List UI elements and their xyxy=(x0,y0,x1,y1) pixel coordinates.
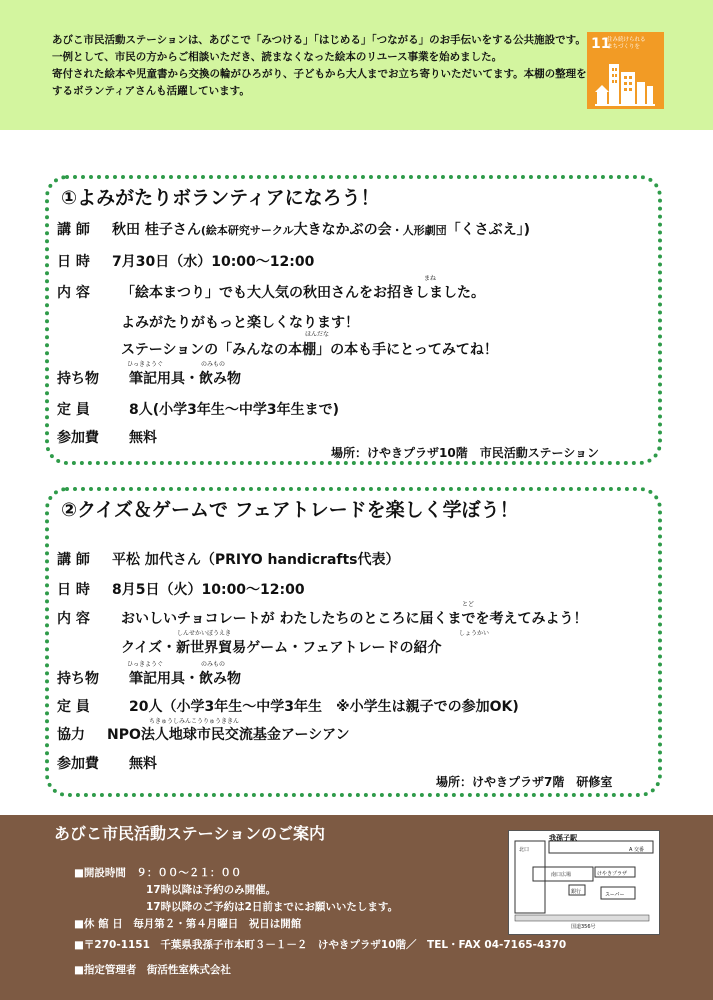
coop-label: 協力 xyxy=(57,727,85,743)
event-1-content-line-2: よみがたりがもっと楽しくなります！ xyxy=(121,315,359,331)
ruby-coop: ちきゅうしみんこうりゅうききん xyxy=(149,718,240,725)
event-2-box xyxy=(45,487,662,797)
event-2-content-label xyxy=(57,608,112,628)
access-map xyxy=(508,830,660,935)
date-label: 日 時 xyxy=(57,582,90,598)
event-2-lecturer-row xyxy=(57,549,400,569)
info-section xyxy=(0,815,713,1000)
sdg-number: 11 xyxy=(591,36,611,52)
items-label: 持ち物 xyxy=(57,371,99,387)
content-label: 内 容 xyxy=(57,285,90,301)
event-2-place: 場所：けやきプラザ7階 研修室 xyxy=(436,775,613,789)
map-route: 国道356号 xyxy=(571,924,596,930)
ruby-hikki: ひっきようぐ xyxy=(127,361,164,368)
lecturer-group-2: 「くさぶえ」) xyxy=(446,222,530,238)
event-1-capacity-row xyxy=(57,399,339,419)
event-2-capacity-row xyxy=(57,696,519,716)
event-1-content-label xyxy=(57,282,112,302)
event-1-fee-row xyxy=(57,427,157,447)
sdg-11-badge xyxy=(587,32,664,109)
ruby-maneki: まね xyxy=(424,275,437,282)
event-1-date: 7月30日（水）10:00〜12:00 xyxy=(112,254,315,270)
event-2-lecturer: 平松 加代さん（PRIYO handicrafts代表） xyxy=(112,552,400,568)
lecturer-name: 秋田 桂子さん xyxy=(112,222,201,238)
info-lines xyxy=(74,865,566,979)
intro-line-2: 一例として、市民の方からご相談いただき、読まなくなった絵本のリユース事業を始めました。 xyxy=(52,51,503,63)
capacity-label: 定 員 xyxy=(57,699,90,715)
info-hours: ■開設時間 ９：００〜２１：００ xyxy=(74,867,242,879)
ruby-shinsekai: しんせかいぼうえき xyxy=(177,630,232,637)
event-1-title: ①よみがたりボランティアになろう！ xyxy=(61,187,380,209)
intro-line-1: あびこ市民活動ステーションは、あびこで「みつける」「はじめる」「つながる」のお手伝いをする公共施設です。 xyxy=(52,34,586,46)
event-1-capacity: 8人(小学3年生〜中学3年生まで) xyxy=(129,402,340,418)
lecturer-group-small-2: ・人形劇団 xyxy=(391,224,447,237)
info-hours-note-2: 17時以降のご予約は2日前までにお願いいたします。 xyxy=(146,901,399,913)
event-1-items: 筆記用具・飲み物 xyxy=(129,371,241,387)
event-1-fee: 無料 xyxy=(129,430,157,446)
ruby-hondana: ほんだな xyxy=(305,331,330,338)
map-north: 北口 xyxy=(519,847,530,853)
map-koban: A 交番 xyxy=(629,847,645,853)
sdg-text: 住み続けられる まちづくりを xyxy=(607,37,646,50)
lecturer-group: 大きなかぶの会 xyxy=(293,222,392,238)
event-1-date-row xyxy=(57,251,314,271)
info-closed-days: ■休 館 日 毎月第２・第４月曜日 祝日は開館 xyxy=(74,918,302,930)
lecturer-group-small: (絵本研究サークル xyxy=(200,224,294,237)
event-2-capacity: 20人（小学3年生〜中学3年生 ※小学生は親子での参加OK) xyxy=(129,699,519,715)
event-2-content-line-1: おいしいチョコレートが わたしたちのところに届くまでを考えてみよう！ xyxy=(121,611,588,627)
map-station: 我孫子駅 xyxy=(549,834,577,842)
event-2-fee: 無料 xyxy=(129,756,157,772)
ruby-nomimono: のみもの xyxy=(201,661,226,668)
ruby-nomimono: のみもの xyxy=(201,361,226,368)
info-hours-note-1: 17時以降は予約のみ開催。 xyxy=(146,884,277,896)
info-title: あびこ市民活動ステーションのご案内 xyxy=(54,824,326,843)
info-address: ■〒270-1151 千葉県我孫子市本町３－１－２ けやきプラザ10階／ TEL・FAX 04-7165-4370 xyxy=(74,939,567,951)
event-1-box xyxy=(45,175,662,465)
intro-text xyxy=(52,32,597,100)
fee-label: 参加費 xyxy=(57,756,99,772)
event-2-coop-row xyxy=(57,724,350,744)
intro-band xyxy=(0,0,713,130)
event-2-items: 筆記用具・飲み物 xyxy=(129,671,241,687)
intro-line-3: 寄付された絵本や児童書から交換の輪がひろがり、子どもから大人までお立ち寄りいただいてます。本棚の整理をするボランティアさんも活躍しています。 xyxy=(52,68,587,97)
info-manager: ■指定管理者 街活性室株式会社 xyxy=(74,964,231,976)
date-label: 日 時 xyxy=(57,254,90,270)
ruby-shoukai: しょうかい xyxy=(459,630,490,637)
fee-label: 参加費 xyxy=(57,430,99,446)
ruby-todoku: とど xyxy=(462,601,475,608)
city-buildings-icon xyxy=(595,60,655,106)
event-1-place: 場所：けやきプラザ10階 市民活動ステーション xyxy=(331,446,599,460)
event-2-content-line-2: クイズ・新世界貿易ゲーム・フェアトレードの紹介 xyxy=(121,640,442,656)
event-1-items-row xyxy=(57,368,241,388)
map-supermarket: スーパー xyxy=(605,892,625,898)
event-1-content-line-1: 「絵本まつり」でも大人気の秋田さんをお招きしました。 xyxy=(121,285,485,301)
map-bank: 銀行 xyxy=(571,889,582,895)
content-label: 内 容 xyxy=(57,611,90,627)
event-2-fee-row xyxy=(57,753,157,773)
event-2-date: 8月5日（火）10:00〜12:00 xyxy=(112,582,305,598)
capacity-label: 定 員 xyxy=(57,402,90,418)
event-1-content-line-3: ステーションの「みんなの本棚」の本も手にとってみてね！ xyxy=(121,342,498,358)
event-2-coop: NPO法人地球市民交流基金アーシアン xyxy=(107,727,350,743)
map-exit: 南口広場 xyxy=(551,872,572,878)
lecturer-label: 講 師 xyxy=(57,552,90,568)
items-label: 持ち物 xyxy=(57,671,99,687)
event-2-items-row xyxy=(57,668,241,688)
event-2-date-row xyxy=(57,579,305,599)
event-2-title: ②クイズ＆ゲームで フェアトレードを楽しく学ぼう！ xyxy=(61,499,519,521)
lecturer-label: 講 師 xyxy=(57,222,90,238)
ruby-hikki: ひっきようぐ xyxy=(127,661,164,668)
map-plaza: けやきプラザ xyxy=(597,871,628,877)
event-1-lecturer-row xyxy=(57,219,530,239)
